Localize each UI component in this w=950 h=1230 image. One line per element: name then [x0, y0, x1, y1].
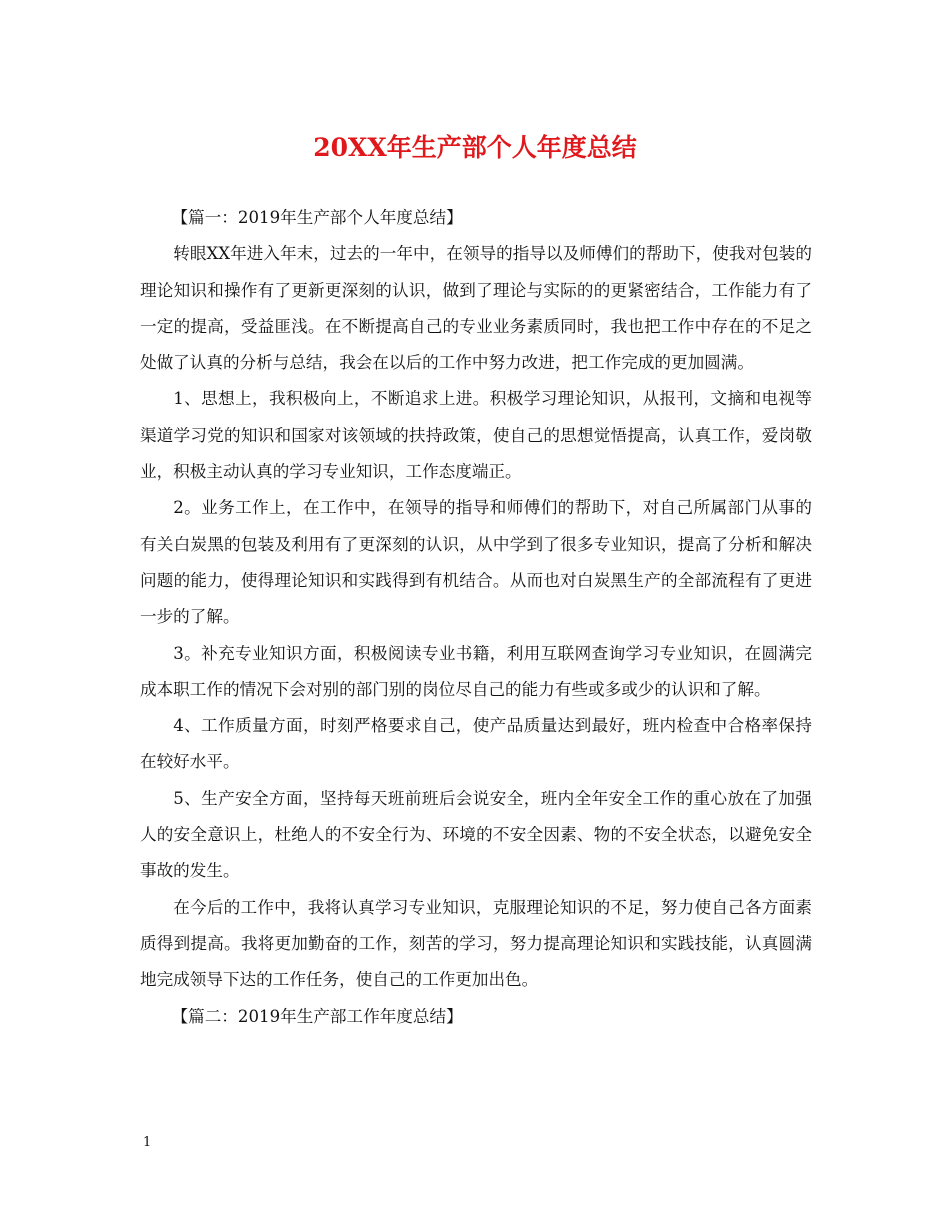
point-1-thought-paragraph: 1、思想上，我积极向上，不断追求上进。积极学习理论知识，从报刊，文摘和电视等渠道学习党的知识和国家对该领域的扶持政策，使自己的思想觉悟提高，认真工作，爱岗敬业，积极主动认真的学习专业知识，工作态度端正。	[140, 389, 812, 482]
point-4-quality-paragraph: 4、工作质量方面，时刻严格要求自己，使产品质量达到最好，班内检查中合格率保持在较好水平。	[140, 716, 812, 772]
document-title: 20XX年生产部个人年度总结	[313, 133, 637, 162]
point-3-knowledge-paragraph: 3。补充专业知识方面，积极阅读专业书籍，利用互联网查询学习专业知识，在圆满完成本职工作的情况下会对别的部门别的岗位尽自己的能力有些或多或少的认识和了解。	[140, 643, 812, 699]
point-2-business-paragraph: 2。业务工作上，在工作中，在领导的指导和师傅们的帮助下，对自己所属部门从事的有关白炭黑的包装及利用有了更深刻的认识，从中学到了很多专业知识，提高了分析和解决问题的能力，使得理论知识和实践得到有机结合。从而也对白炭黑生产的全部流程有了更进一步的了解。	[140, 498, 812, 627]
page-number: 1	[143, 1135, 152, 1150]
section-heading-part-two: 【篇二：2019年生产部工作年度总结】	[171, 1006, 463, 1026]
conclusion-paragraph: 在今后的工作中，我将认真学习专业知识，克服理论知识的不足，努力使自己各方面素质得到提高。我将更加勤奋的工作，刻苦的学习，努力提高理论知识和实践技能，认真圆满地完成领导下达的工作任务，使自己的工作更加出色。	[140, 897, 812, 990]
section-heading-part-one: 【篇一：2019年生产部个人年度总结】	[171, 208, 463, 227]
document-body	[140, 200, 812, 1035]
point-5-safety-paragraph: 5、生产安全方面，坚持每天班前班后会说安全，班内全年安全工作的重心放在了加强人的安全意识上，杜绝人的不安全行为、环境的不安全因素、物的不安全状态，以避免安全事故的发生。	[140, 788, 812, 881]
intro-paragraph: 转眼XX年进入年末，过去的一年中，在领导的指导以及师傅们的帮助下，使我对包装的理论知识和操作有了更新更深刻的认识，做到了理论与实际的的更紧密结合，工作能力有了一定的提高，受益匪浅。在不断提高自己的专业业务素质同时，我也把工作中存在的不足之处做了认真的分析与总结，我会在以后的工作中努力改进，把工作完成的更加圆满。	[140, 244, 812, 373]
